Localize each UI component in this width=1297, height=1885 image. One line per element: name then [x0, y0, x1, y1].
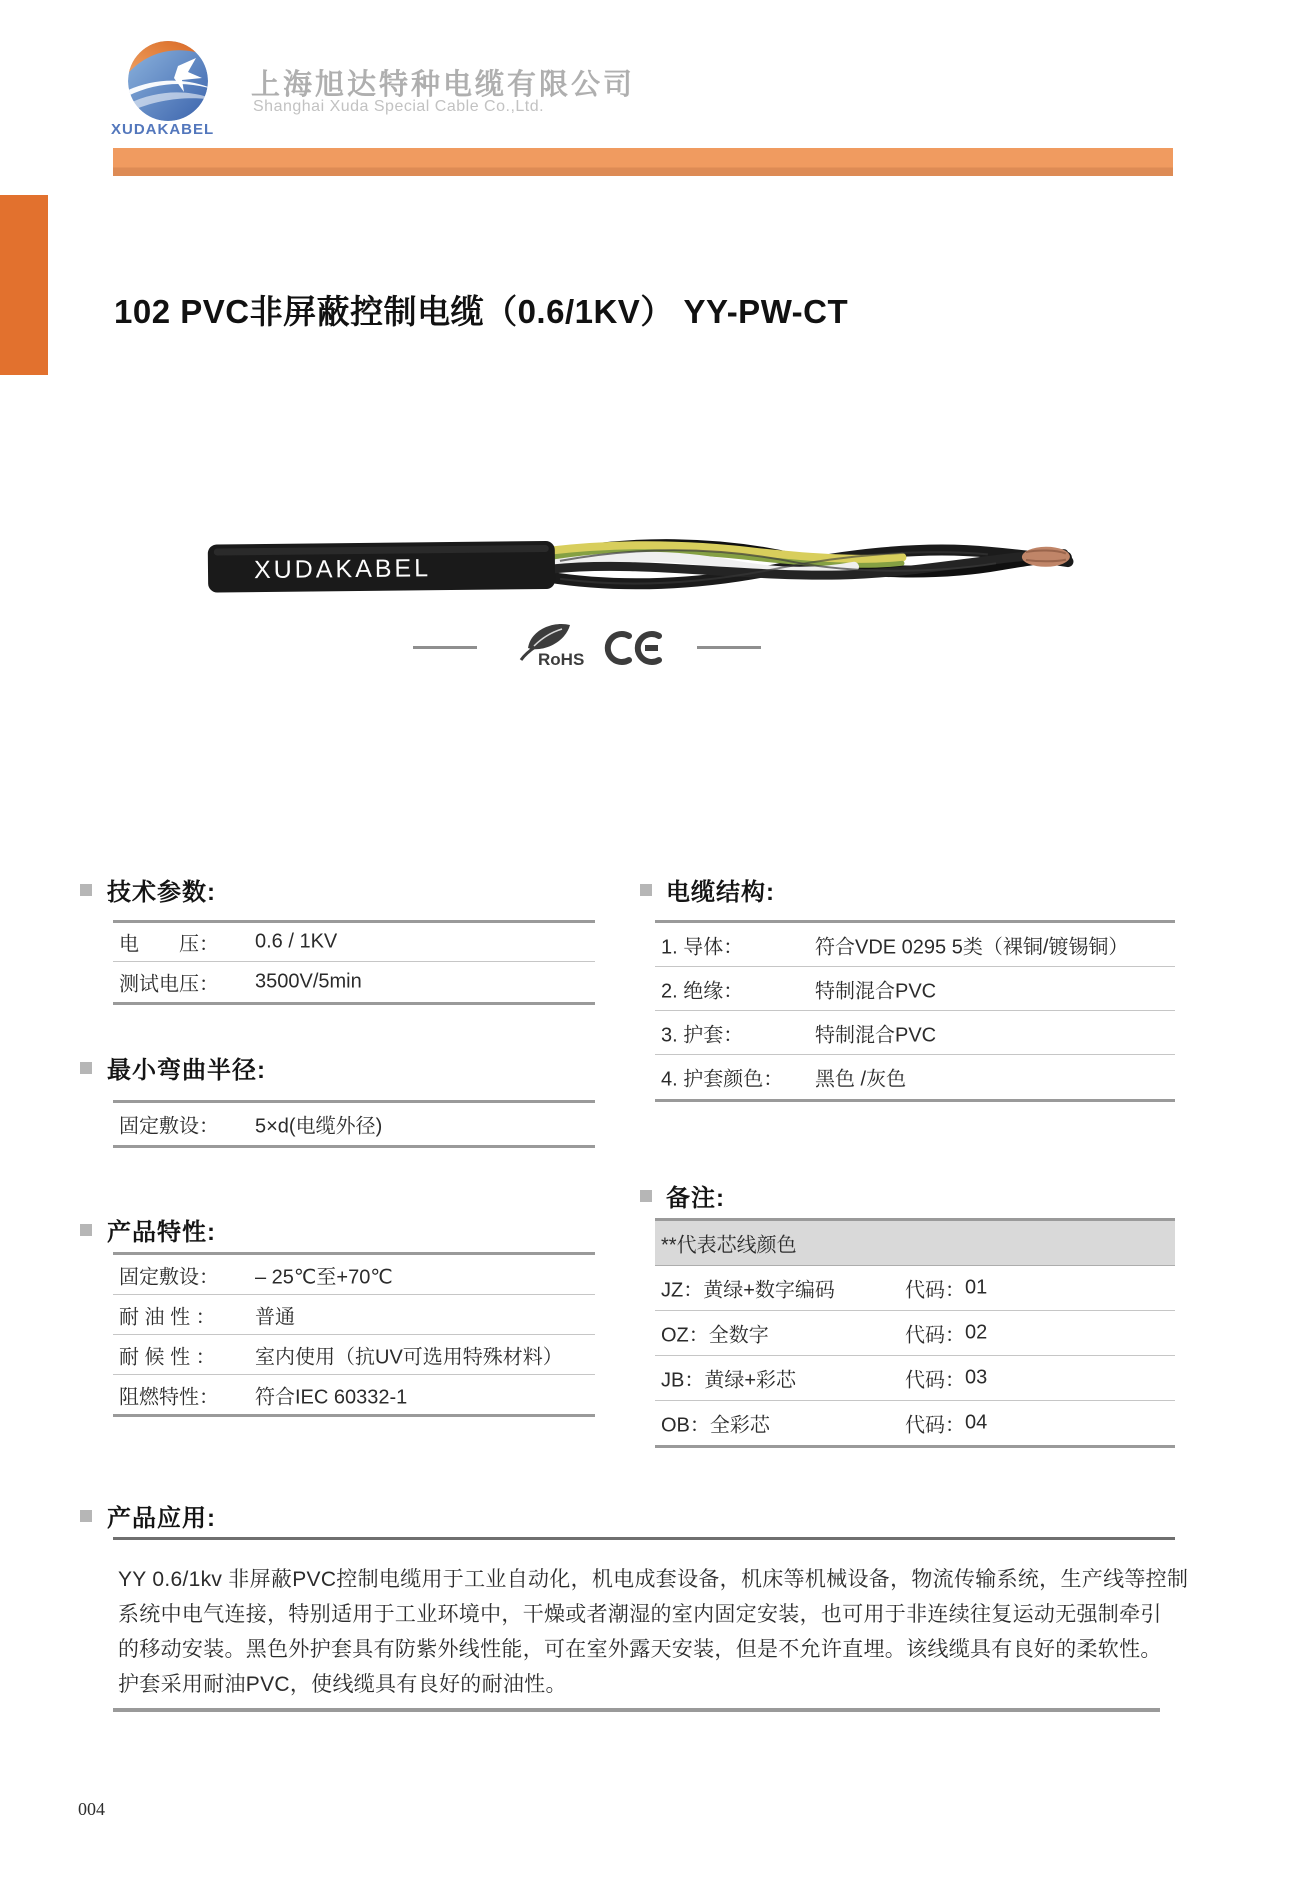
table-row	[113, 1375, 595, 1417]
left-orange-accent-block	[0, 195, 48, 375]
notes-table-header-row	[655, 1221, 1175, 1266]
section-heading-bend-radius: 最小弯曲半径:	[107, 1057, 266, 1084]
code-label: 代码：	[905, 1324, 965, 1347]
row-value: 普通	[255, 1306, 295, 1328]
divider-dash-left	[413, 646, 477, 649]
table-row	[113, 923, 595, 962]
paragraph-line: 的移动安装。黑色外护套具有防紫外线性能，可在室外露天安装，但是不允许直埋。该线缆具有良好的柔软性。	[118, 1638, 1162, 1661]
table-row	[655, 1266, 1175, 1311]
table-row	[113, 1255, 595, 1295]
code-value: 03	[965, 1366, 988, 1389]
company-name-en: Shanghai Xuda Special Cable Co.,Ltd.	[253, 98, 545, 115]
features-table	[113, 1252, 595, 1417]
row-value: 特制混合PVC	[815, 1024, 937, 1046]
table-row	[655, 1401, 1175, 1448]
row-value: 符合VDE 0295 5类（裸铜/镀锡铜）	[815, 936, 1129, 958]
row-value: 符合IEC 60332-1	[255, 1386, 408, 1408]
paragraph-line: 护套采用耐油PVC，使线缆具有良好的耐油性。	[118, 1673, 567, 1696]
section-bullet	[80, 1062, 92, 1074]
application-paragraph	[118, 1562, 1193, 1702]
page-number: 004	[78, 1799, 105, 1819]
row-label: 固定敷设：	[119, 1266, 219, 1288]
notes-header-label: **代表芯线颜色	[661, 1234, 797, 1257]
company-logo-globe-icon	[126, 38, 210, 122]
row-label: 耐 候 性 ：	[119, 1346, 216, 1368]
section-bullet	[80, 1224, 92, 1236]
row-value: 0.6 / 1KV	[255, 930, 338, 953]
row-label: 2. 绝缘：	[661, 980, 744, 1002]
section-bullet	[80, 1510, 92, 1522]
row-label: JZ：黄绿+数字编码	[661, 1279, 835, 1302]
section-bullet	[80, 884, 92, 896]
row-value: 特制混合PVC	[815, 980, 937, 1002]
row-label: 1. 导体：	[661, 936, 744, 958]
table-row	[655, 1011, 1175, 1055]
row-value: 5×d(电缆外径)	[255, 1115, 383, 1138]
table-row	[655, 923, 1175, 967]
code-label: 代码：	[905, 1414, 965, 1437]
row-label: 3. 护套：	[661, 1024, 744, 1046]
row-label: OB：全彩芯	[661, 1414, 770, 1437]
code-value: 04	[965, 1411, 988, 1434]
code-label: 代码：	[905, 1279, 965, 1302]
section-heading-features: 产品特性:	[107, 1219, 216, 1246]
section-bullet	[640, 884, 652, 896]
code-value: 02	[965, 1321, 988, 1344]
section-heading-application: 产品应用:	[107, 1505, 216, 1532]
row-label: 固定敷设：	[119, 1115, 219, 1138]
table-row	[655, 1356, 1175, 1401]
row-label: 电 压：	[119, 933, 219, 956]
row-label: OZ：全数字	[661, 1324, 769, 1347]
notes-table	[655, 1218, 1175, 1448]
page-title: 102 PVC非屏蔽控制电缆（0.6/1KV） YY-PW-CT	[114, 293, 849, 331]
cable-product-image	[200, 513, 1091, 622]
table-row	[655, 967, 1175, 1011]
row-label: 阻燃特性：	[119, 1386, 219, 1408]
table-row	[113, 1295, 595, 1335]
page-bottom-rule	[113, 1708, 1160, 1712]
table-row	[655, 1311, 1175, 1356]
table-row	[113, 1103, 595, 1148]
cable-brand-print: XUDAKABEL	[253, 554, 432, 585]
row-value: 室内使用（抗UV可选用特殊材料）	[255, 1346, 563, 1368]
structure-table	[655, 920, 1175, 1102]
rohs-icon	[518, 620, 596, 670]
table-row	[113, 962, 595, 1005]
company-name-cn: 上海旭达特种电缆有限公司	[251, 69, 636, 101]
section-heading-tech-params: 技术参数:	[107, 879, 216, 906]
row-label: 测试电压：	[119, 973, 219, 996]
table-row	[113, 1335, 595, 1375]
row-label: 4. 护套颜色：	[661, 1068, 784, 1091]
logo-wordmark: XUDAKABEL	[111, 121, 215, 138]
row-value: 黑色 /灰色	[815, 1068, 907, 1091]
ce-icon	[603, 628, 663, 668]
section-heading-notes: 备注:	[666, 1185, 725, 1212]
section-heading-structure: 电缆结构:	[666, 879, 775, 906]
rohs-label: RoHS	[538, 650, 585, 669]
code-value: 01	[965, 1276, 988, 1299]
row-label: 耐 油 性 ：	[119, 1306, 216, 1328]
row-label: JB：黄绿+彩芯	[661, 1369, 797, 1392]
tech-params-table	[113, 920, 595, 1005]
row-value: – 25℃至+70℃	[255, 1266, 393, 1288]
row-value: 3500V/5min	[255, 970, 362, 993]
divider-dash-right	[697, 646, 761, 649]
bend-radius-table	[113, 1100, 595, 1148]
header-orange-banner	[113, 148, 1173, 176]
application-heading-rule	[113, 1537, 1175, 1540]
section-bullet	[640, 1190, 652, 1202]
paragraph-line: 系统中电气连接，特别适用于工业环境中，干燥或者潮湿的室内固定安装，也可用于非连续往复运动无强制牵引	[118, 1603, 1162, 1626]
table-row	[655, 1055, 1175, 1102]
paragraph-line: YY 0.6/1kv 非屏蔽PVC控制电缆用于工业自动化，机电成套设备，机床等机械设备，物流传输系统，生产线等控制	[118, 1568, 1189, 1591]
code-label: 代码：	[905, 1369, 965, 1392]
